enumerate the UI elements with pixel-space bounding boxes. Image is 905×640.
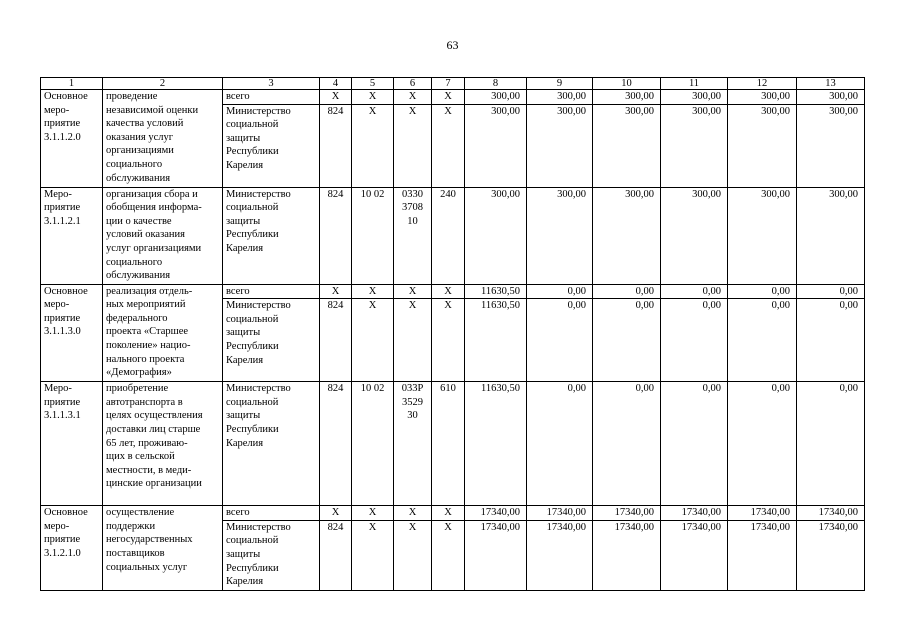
target-article-cell-text: X: [408, 105, 417, 117]
amount-cell: [728, 506, 797, 521]
target-article-cell: [394, 520, 432, 590]
section-cell-text: 10 02: [360, 188, 385, 200]
amount-cell: [797, 299, 865, 382]
amount-cell: [728, 90, 797, 105]
amount-cell-text: 17340,00: [750, 521, 790, 533]
expense-type-cell-text: X: [444, 285, 452, 297]
amount-cell-text: 0,00: [635, 300, 654, 312]
amount-cell-text: 300,00: [692, 188, 721, 200]
column-number: 5: [352, 78, 394, 90]
amount-cell: [728, 299, 797, 382]
amount-cell-text: 300,00: [761, 105, 790, 117]
activity-code: [41, 284, 103, 382]
amount-cell: [593, 90, 661, 105]
section-cell-text: X: [368, 91, 377, 102]
amount-cell: [593, 299, 661, 382]
activity-code-text: Основное меро- приятие 3.1.1.3.0: [44, 285, 88, 338]
amount-cell: [527, 90, 593, 105]
amount-cell-text: 300,00: [829, 188, 858, 200]
amount-cell: [661, 506, 728, 521]
expense-type-cell: [432, 299, 465, 382]
target-article-cell: [394, 382, 432, 506]
amount-cell-text: 17340,00: [750, 507, 790, 519]
section-cell: [352, 90, 394, 105]
target-article-cell: [394, 506, 432, 521]
amount-cell: [661, 104, 728, 187]
activity-name-text: организация сбора и обобщения информа- ции о качестве условий оказания услуг организациями социального обслуживания: [106, 188, 202, 282]
page-number: 63: [446, 38, 459, 52]
responsible-cell-text: всего: [226, 507, 250, 519]
amount-cell: [593, 520, 661, 590]
expense-type-cell: [432, 506, 465, 521]
amount-cell-text: 11630,50: [481, 383, 520, 395]
expense-type-cell-text: X: [444, 91, 452, 102]
column-number: 11: [661, 78, 728, 90]
amount-cell-text: 300,00: [491, 188, 520, 200]
amount-cell: [527, 506, 593, 521]
amount-cell: [465, 90, 527, 105]
amount-cell: [728, 382, 797, 506]
activity-code-text: Меро- приятие 3.1.1.3.1: [44, 383, 81, 422]
amount-cell-text: 17340,00: [480, 507, 520, 519]
responsible-cell: [223, 520, 320, 590]
amount-cell-text: 17340,00: [546, 507, 586, 519]
section-cell-text: X: [368, 285, 377, 297]
code-cell: [320, 284, 352, 299]
amount-cell: [593, 382, 661, 506]
target-article-cell: [394, 104, 432, 187]
amount-cell-text: 300,00: [761, 188, 790, 200]
code-cell: [320, 187, 352, 284]
amount-cell-text: 300,00: [625, 188, 654, 200]
section-cell-text: X: [368, 521, 377, 533]
amount-cell: [661, 284, 728, 299]
amount-cell-text: 17340,00: [818, 507, 858, 519]
expense-type-cell: [432, 382, 465, 506]
amount-cell: [465, 299, 527, 382]
responsible-cell-text: всего: [226, 91, 250, 102]
section-cell-text: X: [368, 300, 377, 312]
target-article-cell-text: X: [408, 521, 417, 533]
column-number: 13: [797, 78, 865, 90]
activity-name: [103, 506, 223, 591]
table-row: [41, 90, 865, 105]
code-cell-text: X: [331, 285, 340, 297]
code-cell-text: 824: [327, 105, 344, 117]
amount-cell: [661, 90, 728, 105]
amount-cell: [797, 104, 865, 187]
expense-type-cell-text: 240: [440, 188, 456, 200]
column-number: 8: [465, 78, 527, 90]
amount-cell-text: 17340,00: [818, 521, 858, 533]
amount-cell-text: 17340,00: [480, 521, 520, 533]
amount-cell: [797, 520, 865, 590]
responsible-cell-text: Министерство социальной защиты Республики Карелия: [226, 300, 291, 366]
amount-cell: [593, 104, 661, 187]
section-cell: [352, 299, 394, 382]
amount-cell: [465, 520, 527, 590]
expense-type-cell-text: X: [444, 300, 452, 312]
amount-cell-text: 300,00: [557, 188, 586, 200]
table-row: [41, 382, 865, 506]
amount-cell: [661, 187, 728, 284]
amount-cell: [797, 506, 865, 521]
code-cell-text: 824: [327, 521, 344, 533]
amount-cell-text: 300,00: [491, 105, 520, 117]
amount-cell-text: 300,00: [761, 91, 790, 102]
activity-code-text: Меро- приятие 3.1.1.2.1: [44, 188, 81, 227]
amount-cell: [661, 520, 728, 590]
table-row: [41, 187, 865, 284]
responsible-cell: [223, 382, 320, 506]
expense-type-cell: [432, 90, 465, 105]
amount-cell: [527, 284, 593, 299]
code-cell: [320, 382, 352, 506]
column-number: 1: [41, 78, 103, 90]
target-article-cell-text: 0330 3708 10: [402, 188, 423, 227]
activity-code: [41, 506, 103, 591]
amount-cell-text: 11630,50: [481, 285, 520, 297]
amount-cell-text: 17340,00: [614, 507, 654, 519]
expense-type-cell-text: X: [444, 105, 452, 117]
column-number: 9: [527, 78, 593, 90]
amount-cell-text: 300,00: [829, 91, 858, 102]
amount-cell: [465, 506, 527, 521]
amount-cell-text: 300,00: [491, 91, 520, 102]
activity-code-text: Основное меро- приятие 3.1.1.2.0: [44, 91, 88, 143]
expense-type-cell-text: 610: [440, 383, 456, 395]
expense-type-cell-text: X: [444, 507, 452, 519]
amount-cell-text: 300,00: [692, 91, 721, 102]
amount-cell: [797, 90, 865, 105]
amount-cell-text: 300,00: [625, 105, 654, 117]
responsible-cell: [223, 187, 320, 284]
expense-type-cell: [432, 187, 465, 284]
target-article-cell: [394, 90, 432, 105]
amount-cell: [728, 520, 797, 590]
amount-cell-text: 0,00: [839, 383, 858, 395]
responsible-cell: [223, 284, 320, 299]
activity-code: [41, 90, 103, 188]
code-cell-text: 824: [327, 300, 344, 312]
amount-cell: [797, 187, 865, 284]
column-number: 10: [593, 78, 661, 90]
amount-cell-text: 300,00: [829, 105, 858, 117]
section-cell-text: X: [368, 105, 377, 117]
amount-cell-text: 0,00: [567, 383, 586, 395]
column-number: 12: [728, 78, 797, 90]
budget-table: [40, 77, 865, 591]
amount-cell: [527, 104, 593, 187]
amount-cell-text: 0,00: [771, 300, 790, 312]
responsible-cell: [223, 299, 320, 382]
amount-cell: [465, 382, 527, 506]
section-cell: [352, 187, 394, 284]
section-cell: [352, 284, 394, 299]
code-cell-text: 824: [327, 383, 344, 395]
amount-cell: [527, 382, 593, 506]
amount-cell: [465, 284, 527, 299]
activity-code: [41, 382, 103, 506]
amount-cell-text: 17340,00: [681, 521, 721, 533]
section-cell: [352, 382, 394, 506]
amount-cell: [728, 104, 797, 187]
code-cell: [320, 90, 352, 105]
activity-name: [103, 284, 223, 382]
code-cell: [320, 520, 352, 590]
code-cell: [320, 506, 352, 521]
amount-cell: [593, 506, 661, 521]
activity-name-text: осуществление поддержки негосударственных поставщиков социальных услуг: [106, 507, 193, 573]
amount-cell: [527, 520, 593, 590]
target-article-cell-text: 033P 3529 30: [401, 383, 424, 422]
responsible-cell-text: Министерство социальной защиты Республики Карелия: [226, 521, 291, 588]
amount-cell-text: 17340,00: [546, 521, 586, 533]
expense-type-cell-text: X: [444, 521, 452, 533]
amount-cell-text: 0,00: [771, 285, 790, 297]
amount-cell-text: 0,00: [635, 285, 654, 297]
responsible-cell-text: Министерство социальной защиты Республики Карелия: [226, 383, 291, 449]
target-article-cell: [394, 299, 432, 382]
expense-type-cell: [432, 520, 465, 590]
table-row: [41, 506, 865, 521]
code-cell-text: 824: [327, 188, 344, 200]
column-number: 2: [103, 78, 223, 90]
amount-cell: [797, 382, 865, 506]
responsible-cell-text: всего: [226, 285, 250, 297]
amount-cell: [465, 187, 527, 284]
responsible-cell: [223, 506, 320, 521]
amount-cell: [661, 299, 728, 382]
section-cell-text: X: [368, 507, 377, 519]
amount-cell-text: 17340,00: [614, 521, 654, 533]
code-cell: [320, 299, 352, 382]
amount-cell-text: 0,00: [567, 285, 586, 297]
table-body: [41, 78, 865, 591]
expense-type-cell: [432, 104, 465, 187]
amount-cell-text: 300,00: [557, 91, 586, 102]
target-article-cell-text: X: [408, 507, 417, 519]
target-article-cell: [394, 187, 432, 284]
target-article-cell: [394, 284, 432, 299]
section-cell: [352, 104, 394, 187]
responsible-cell-text: Министерство социальной защиты Республики Карелия: [226, 188, 291, 254]
section-cell: [352, 520, 394, 590]
section-cell-text: 10 02: [360, 383, 385, 395]
column-number-row: [41, 78, 865, 90]
activity-name-text: проведение независимой оценки качества условий оказания услуг организациями социального обслуживания: [106, 91, 199, 184]
amount-cell: [797, 284, 865, 299]
responsible-cell: [223, 104, 320, 187]
expense-type-cell: [432, 284, 465, 299]
activity-code: [41, 187, 103, 284]
activity-name: [103, 187, 223, 284]
amount-cell-text: 300,00: [692, 105, 721, 117]
responsible-cell-text: Министерство социальной защиты Республики Карелия: [226, 105, 291, 171]
amount-cell: [593, 284, 661, 299]
amount-cell: [593, 187, 661, 284]
amount-cell-text: 0,00: [702, 285, 721, 297]
activity-name: [103, 90, 223, 188]
code-cell: [320, 104, 352, 187]
responsible-cell: [223, 90, 320, 105]
activity-name-text: реализация отдель- ных мероприятий федерального проекта «Старшее поколение» нацио- нального проекта «Демография»: [106, 285, 193, 379]
target-article-cell-text: X: [408, 91, 417, 102]
amount-cell-text: 0,00: [771, 383, 790, 395]
column-number: 7: [432, 78, 465, 90]
amount-cell-text: 17340,00: [681, 507, 721, 519]
amount-cell-text: 11630,50: [481, 300, 520, 312]
amount-cell: [728, 284, 797, 299]
amount-cell: [527, 187, 593, 284]
target-article-cell-text: X: [408, 285, 417, 297]
amount-cell: [661, 382, 728, 506]
column-number: 3: [223, 78, 320, 90]
target-article-cell-text: X: [408, 300, 417, 312]
amount-cell-text: 0,00: [702, 300, 721, 312]
column-number: 4: [320, 78, 352, 90]
activity-name-text: приобретение автотранспорта в целях осуществления доставки лиц старше 65 лет, проживаю- щих в сельской местности, в меди- цинские организации: [106, 383, 203, 490]
amount-cell-text: 0,00: [839, 285, 858, 297]
code-cell-text: X: [331, 507, 340, 519]
amount-cell-text: 0,00: [839, 300, 858, 312]
activity-name: [103, 382, 223, 506]
amount-cell: [728, 187, 797, 284]
amount-cell-text: 300,00: [625, 91, 654, 102]
code-cell-text: X: [331, 91, 340, 102]
amount-cell-text: 0,00: [635, 383, 654, 395]
activity-code-text: Основное меро- приятие 3.1.2.1.0: [44, 507, 88, 559]
table-row: [41, 284, 865, 299]
amount-cell-text: 0,00: [702, 383, 721, 395]
column-number: 6: [394, 78, 432, 90]
section-cell: [352, 506, 394, 521]
amount-cell: [527, 299, 593, 382]
amount-cell: [465, 104, 527, 187]
amount-cell-text: 300,00: [557, 105, 586, 117]
amount-cell-text: 0,00: [567, 300, 586, 312]
